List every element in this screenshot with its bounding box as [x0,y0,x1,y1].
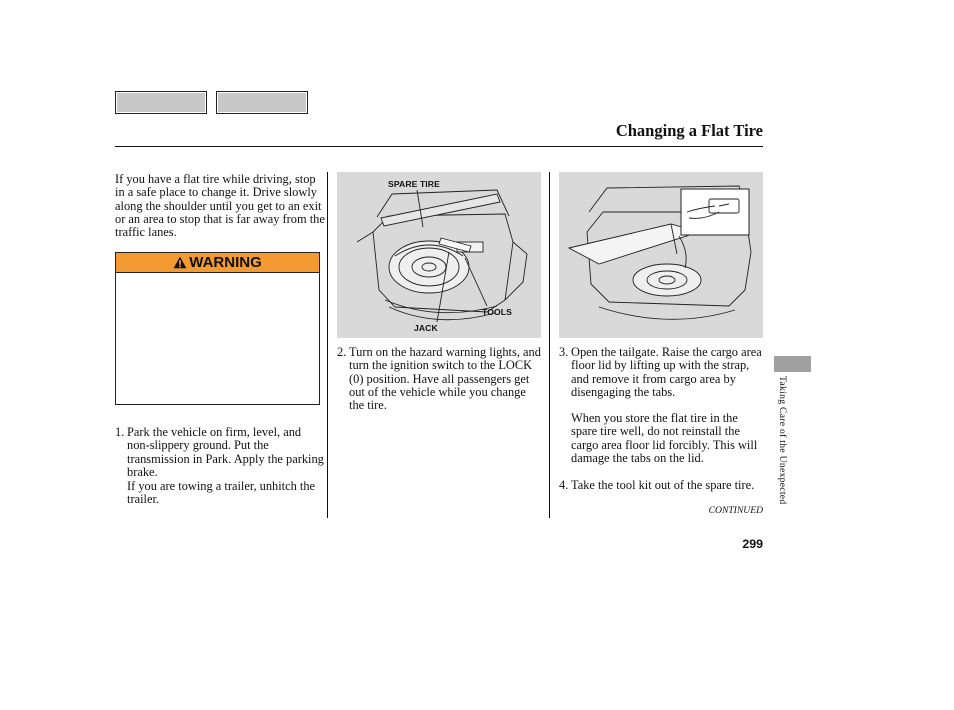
nav-button-index[interactable] [216,91,308,114]
step-number: 4. [559,478,569,492]
step-text: Take the tool kit out of the spare tire. [571,478,755,492]
column-divider [327,172,328,518]
step-3 [559,346,765,465]
page-number: 299 [742,537,763,551]
column-divider [549,172,550,518]
spare-tire-label: SPARE TIRE [388,179,440,189]
step-number: 2. [337,345,347,359]
section-tab[interactable] [774,356,811,372]
step-text: Open the tailgate. Raise the cargo area floor lid by lifting up with the strap, and remove it from cargo area by disengaging the tabs. [571,345,762,399]
step-number: 3. [559,345,569,359]
tools-label: TOOLS [482,307,512,317]
jack-label: JACK [414,323,438,333]
step-2 [337,346,543,412]
cargo-floor-lid-illustration [559,172,763,338]
step-text: Turn on the hazard warning lights, and turn the ignition switch to the LOCK (0) position. Have all passengers get out of the vehicle while you change the tire. [349,345,541,413]
step-1 [115,426,325,507]
warning-header [116,253,319,273]
section-label: Taking Care of the Unexpected [777,376,788,505]
step-text: Park the vehicle on firm, level, and non-slippery ground. Put the transmission in Park. Apply the parking brake. [127,425,324,479]
cargo-floor-lid-drawing [559,172,763,338]
header-rule [115,146,763,147]
intro-paragraph: If you have a flat tire while driving, stop in a safe place to change it. Drive slowly along the shoulder until you get to an exit or an area to stop that is far away from the traffic lanes. [115,172,325,240]
warning-triangle-icon [173,256,187,269]
continued-label: CONTINUED [708,505,763,516]
step-number: 1. [115,425,125,439]
spare-tire-illustration [337,172,541,338]
step-note: If you are towing a trailer, unhitch the trailer. [127,479,316,507]
warning-box [115,252,320,405]
step-4 [559,479,765,492]
page-title: Changing a Flat Tire [615,121,763,140]
warning-label: WARNING [189,254,262,271]
nav-button-contents[interactable] [115,91,207,114]
step-note: When you store the flat tire in the spare tire well, do not reinstall the cargo area floor lid forcibly. This will damage the tabs on the lid. [571,411,758,466]
